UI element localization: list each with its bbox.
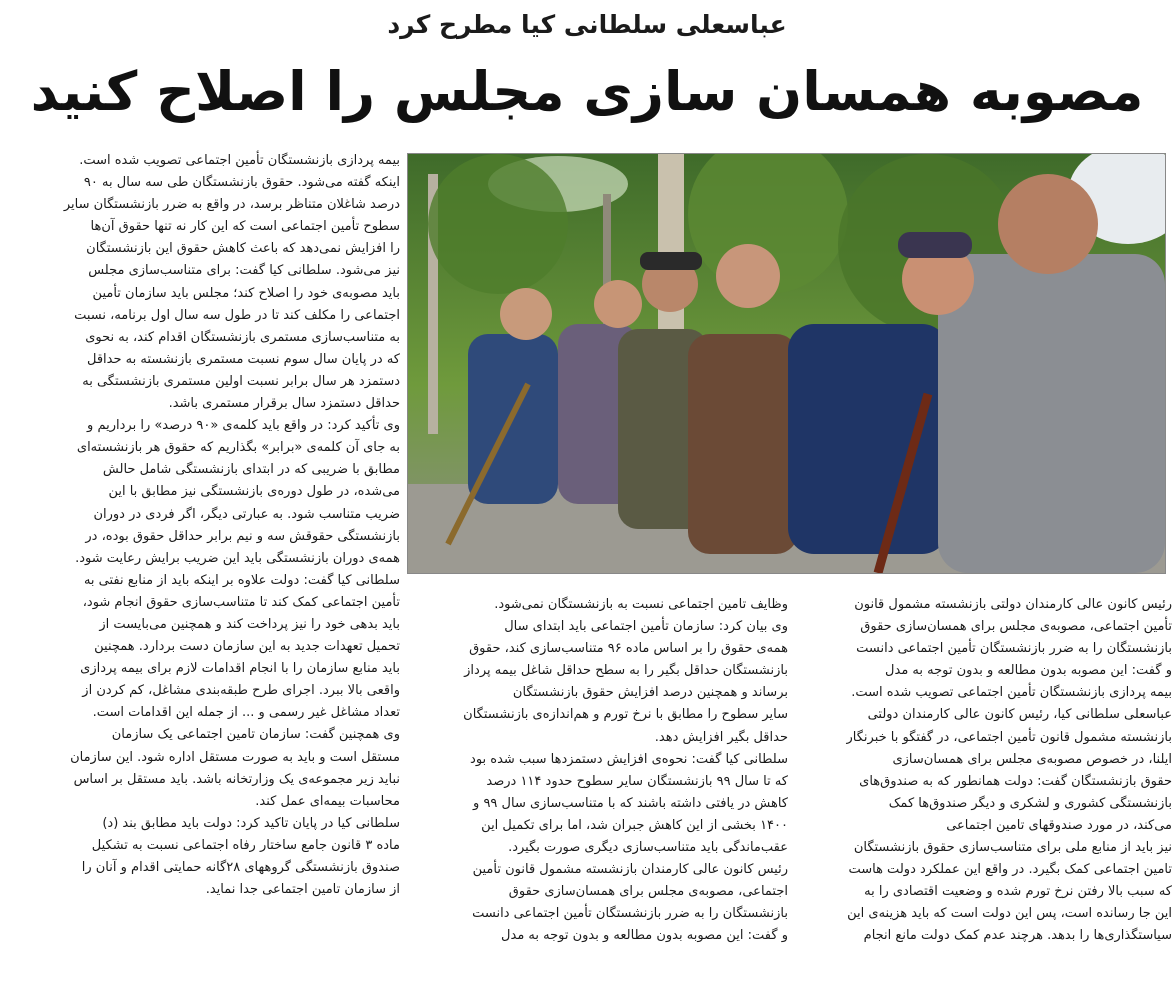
paragraph-line: باید منابع سازمان را با انجام اقدامات لازم برای بیمه پردازی: [80, 661, 400, 677]
paragraph-line: سیاستگذاری‌ها را بدهد. هرچند عدم کمک دولت مانع انجام: [863, 928, 1172, 944]
paragraph-line: به جای آن کلمه‌ی «برابر» بگذاریم که حقوق هر بازنشسته‌ای: [76, 440, 400, 456]
paragraph-line: که تا سال ۹۹ بازنشستگان سایر سطوح حدود ۱۱۴ درصد: [486, 773, 788, 789]
paragraph-line: سطوح تأمین اجتماعی است که این کار نه تنها حقوق آن‌ها: [90, 219, 400, 235]
paragraph-line: تحمیل تعهدات جدید به این سازمان دست بردارد. همچنین: [94, 639, 400, 655]
paragraph-line: نباید زیر مجموعه‌ی یک وزارتخانه باشد. باید مستقل بر اساس: [73, 771, 400, 787]
paragraph-line: بیمه پردازی بازنشستگان تأمین اجتماعی تصویب شده است.: [851, 685, 1172, 701]
paragraph-line: درصد شاغلان متناظر برسد، در واقع به ضرر بازنشستگان سایر: [63, 197, 400, 213]
paragraph-line: محاسبات بیمه‌ای عمل کند.: [255, 793, 400, 809]
paragraph-line: برساند و همچنین درصد افزایش حقوق بازنشستگان: [512, 685, 788, 701]
paragraph-line: عقب‌ماندگی باید متناسب‌سازی دیگری صورت بگیرد.: [508, 840, 788, 856]
paragraph-line: اینکه گفته می‌شود. حقوق بازنشستگان طی سه سال به ۹۰: [83, 175, 400, 191]
paragraph-line: وی همچنین گفت: سازمان تامین اجتماعی یک سازمان: [111, 727, 400, 743]
paragraph-line: عباسعلی سلطانی کیا، رئیس کانون عالی کارمندان دولتی: [867, 707, 1172, 723]
paragraph-line: باید مصوبه‌ی خود را اصلاح کند؛ مجلس باید سازمان تأمین: [92, 285, 400, 301]
paragraph-line: بازنشسته مشمول قانون تأمین اجتماعی، در گفتگو با خبرنگار: [846, 729, 1172, 745]
paragraph-line: رئیس کانون عالی کارمندان بازنشسته مشمول قانون تأمین: [472, 862, 788, 878]
paragraph-line: مطابق با ضریبی که در ابتدای بازنشستگی شامل حالش: [102, 462, 400, 478]
paragraph-line: بازنشستگی حقوقش سه و نیم برابر حداقل حقوق بوده، در: [85, 528, 400, 544]
paragraph-line: به متناسب‌سازی مستمری بازنشستگان اقدام کند، به نحوی: [85, 329, 400, 345]
article-kicker: عباسعلی سلطانی کیا مطرح کرد: [387, 10, 787, 39]
article-column-left: [0, 150, 400, 999]
paragraph-line: و گفت: این مصوبه بدون مطالعه و بدون توجه به مدل: [885, 663, 1172, 679]
paragraph-line: اجتماعی، مصوبه‌ی مجلس برای همسان‌سازی حقوق: [508, 884, 788, 900]
paragraph-line: که در پایان سال سوم نسبت مستمری بازنشسته به حداقل: [86, 351, 400, 367]
paragraph-line: بیمه پردازی بازنشستگان تأمین اجتماعی تصویب شده است.: [79, 153, 400, 168]
paragraph-line: از سازمان تامین اجتماعی جدا نماید.: [205, 882, 400, 898]
paragraph-line: صندوق بازنشستگی گروههای ۲۸گانه حمایتی اقدام و آنان را: [81, 860, 400, 875]
paragraph-line: این جا رسانده است، پس این دولت است که باید هزینه‌ی این: [847, 906, 1172, 922]
paragraph-line: باید بدهی خود را نیز پرداخت کند و همچنین می‌بایست از: [99, 616, 400, 632]
paragraph-line: سایر سطوح را مطابق با نرخ تورم و هم‌اندازه‌ی بازنشستگان: [463, 707, 788, 723]
paragraph-line: سلطانی کیا گفت: دولت علاوه بر اینکه باید از منابع نفتی به: [83, 572, 400, 588]
paragraph-line: وظایف تامین اجتماعی نسبت به بازنشستگان نمی‌شود.: [494, 597, 788, 612]
paragraph-line: رئیس کانون عالی کارمندان دولتی بازنشسته مشمول قانون: [854, 597, 1172, 612]
paragraph-line: واقعی بالا ببرد. اجرای طرح طبقه‌بندی مشاغل، کم کردن از: [82, 683, 400, 699]
paragraph-line: را افزایش نمی‌دهد که باعث کاهش حقوق این بازنشستگان: [86, 241, 400, 257]
paragraph-line: تعداد مشاغل غیر رسمی و ... از جمله این اقدامات است.: [92, 705, 400, 721]
paragraph-line: حداقل بگیر افزایش دهد.: [654, 729, 788, 745]
paragraph-line: دستمزد هر سال برابر نسبت اولین مستمری بازنشستگی به: [82, 373, 400, 389]
paragraph-line: بازنشستگان حداقل بگیر را به سطح حداقل شاغل بیمه پرداز: [464, 663, 788, 679]
paragraph-line: همه‌ی حقوق را بر اساس ماده ۹۶ متناسب‌سازی کند، حقوق: [469, 641, 788, 657]
paragraph-line: تأمین اجتماعی، مصوبه‌ی مجلس برای همسان‌سازی حقوق: [860, 619, 1172, 635]
paragraph-line: ۱۴۰۰ بخشی از این کاهش جبران شد، اما برای تکمیل این: [481, 817, 788, 833]
article-column-right: [796, 594, 1172, 999]
paragraph-line: نیز می‌شود. سلطانی کیا گفت: برای متناسب‌سازی مجلس: [88, 263, 400, 279]
article-photo: [407, 153, 1166, 574]
paragraph-line: کاهش در یافتی داشته باشند که با متناسب‌سازی سال ۹۹ و: [473, 795, 788, 811]
paragraph-line: همه‌ی دوران بازنشستگی باید این ضریب برایش رعایت شود.: [75, 550, 400, 566]
paragraph-line: ضریب متناسب شود. به عبارتی دیگر، اگر فردی در دوران: [93, 506, 400, 522]
paragraph-line: وی تأکید کرد: در واقع باید کلمه‌ی «۹۰ درصد» را برداریم و: [87, 418, 400, 434]
paragraph-line: وی بیان کرد: سازمان تأمین اجتماعی باید ابتدای سال: [504, 619, 788, 635]
paragraph-line: حداقل دستمزد سال برقرار مستمری باشد.: [168, 396, 400, 412]
paragraph-line: که سبب بالا رفتن نرخ تورم شده و وضعیت اقتصادی را به: [864, 884, 1172, 900]
paragraph-line: مستقل است و باید به صورت مستقل اداره شود. این سازمان: [70, 749, 400, 765]
photo-of-seated-elderly-men-icon: [408, 154, 1165, 573]
paragraph-line: بازنشستگان را به ضرر بازنشستگان تأمین اجتماعی دانست: [472, 906, 788, 922]
paragraph-line: سلطانی کیا در پایان تاکید کرد: دولت باید مطابق بند (د): [102, 815, 400, 831]
paragraph-line: و گفت: این مصوبه بدون مطالعه و بدون توجه به مدل: [501, 928, 788, 944]
paragraph-line: نیز باید از منابع ملی برای متناسب‌سازی حقوق بازنشستگان: [853, 840, 1172, 856]
paragraph-line: می‌شده، در طول دوره‌ی بازنشستگی نیز مطابق با این: [108, 484, 400, 500]
article-column-middle: [407, 594, 788, 999]
article-headline: مصوبه همسان سازی مجلس را اصلاح کنید: [30, 60, 1144, 123]
paragraph-line: تأمین اجتماعی کمک کند تا متناسب‌سازی حقوق انجام شود،: [82, 594, 400, 610]
paragraph-line: سلطانی کیا گفت: نحوه‌ی افزایش دستمزدها سبب شده بود: [470, 751, 788, 767]
paragraph-line: می‌کند، در مورد صندوقهای تامین اجتماعی: [946, 817, 1172, 833]
paragraph-line: بازنشستگی کشوری و لشکری و دیگر صندوق‌ها کمک: [888, 795, 1172, 811]
paragraph-line: تامین اجتماعی کمک بگیرد. در واقع این عملکرد دولت هاست: [848, 862, 1172, 878]
paragraph-line: حقوق بازنشستگان گفت: دولت همانطور که به صندوق‌های: [859, 773, 1172, 789]
paragraph-line: ماده ۳ قانون جامع ساختار رفاه اجتماعی نسبت به تشکیل: [91, 837, 400, 853]
paragraph-line: بازنشستگان را به ضرر بازنشستگان تأمین اجتماعی دانست: [856, 641, 1172, 657]
paragraph-line: ایلنا، در خصوص مصوبه‌ی مجلس برای همسان‌سازی: [892, 751, 1172, 767]
paragraph-line: اجتماعی را مکلف کند تا در طول سه سال اول برنامه، نسبت: [74, 307, 400, 323]
